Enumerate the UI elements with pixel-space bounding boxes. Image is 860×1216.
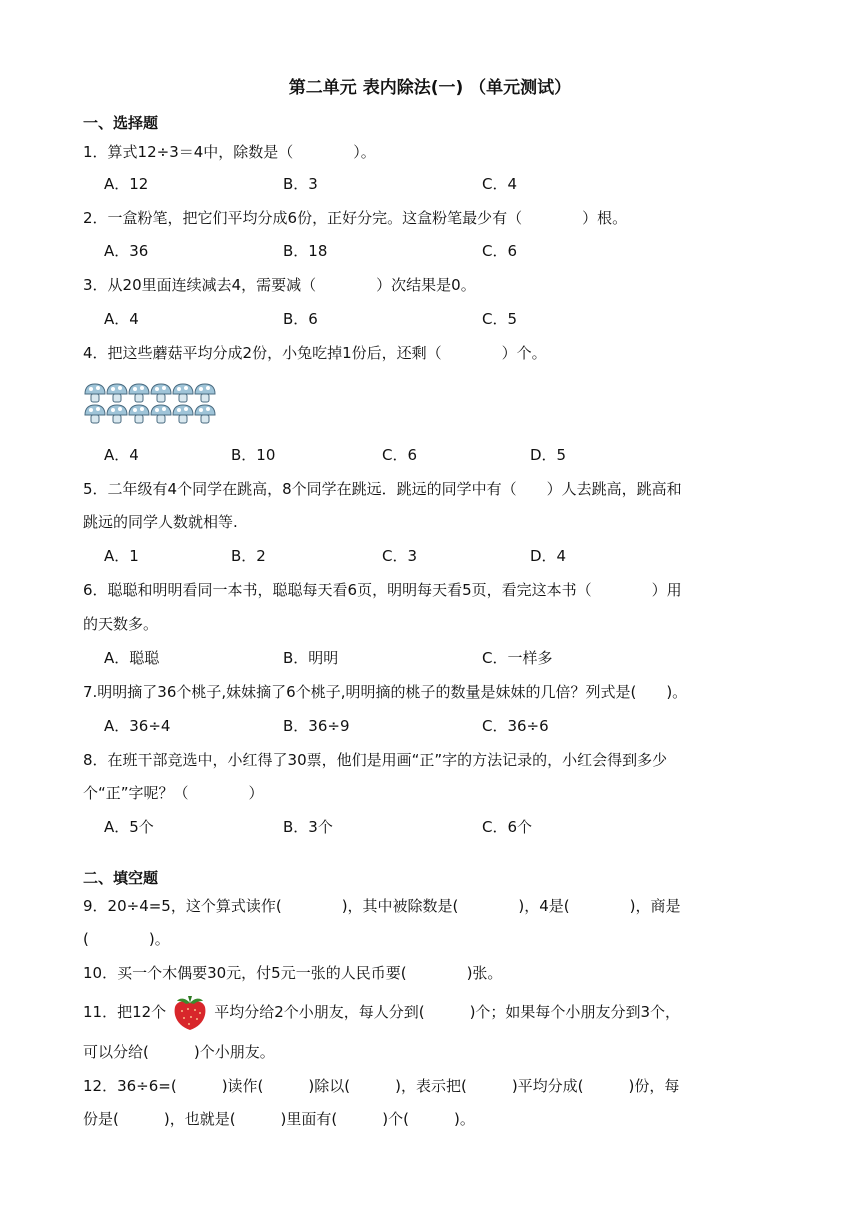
question-12-line2: 份是( )，也就是( )里面有( )个( )。 [83, 1110, 475, 1128]
question-6-line1: 6．聪聪和明明看同一本书，聪聪每天看6页，明明每天看5页，看完这本书（ ）用 [83, 581, 682, 599]
q3-option-b[interactable]: B．6 [283, 310, 318, 328]
section-heading-fill: 二、填空题 [83, 869, 159, 887]
question-4: 4．把这些蘑菇平均分成2份，小兔吃掉1份后，还剩（ ）个。 [83, 344, 547, 362]
question-5-line2: 跳远的同学人数就相等. [83, 513, 238, 531]
question-6-line2: 的天数多。 [83, 615, 159, 633]
q5-option-b[interactable]: B．2 [231, 547, 266, 565]
q4-option-d[interactable]: D．5 [530, 446, 567, 464]
q2-option-b[interactable]: B．18 [283, 242, 328, 260]
question-10: 10．买一个木偶要30元，付5元一张的人民币要( )张。 [83, 964, 503, 982]
q1-option-a[interactable]: A．12 [104, 175, 149, 193]
q6-option-a[interactable]: A．聪聪 [104, 649, 160, 667]
question-3: 3．从20里面连续减去4，需要减（ ）次结果是0。 [83, 276, 476, 294]
q7-option-a[interactable]: A．36÷4 [104, 717, 171, 735]
q1-option-b[interactable]: B．3 [283, 175, 318, 193]
q7-option-c[interactable]: C．36÷6 [482, 717, 549, 735]
q8-option-a[interactable]: A．5个 [104, 818, 154, 836]
q8-option-b[interactable]: B．3个 [283, 818, 333, 836]
q2-option-a[interactable]: A．36 [104, 242, 149, 260]
question-12-line1: 12．36÷6=( )读作( )除以( )，表示把( )平均分成( )份，每 [83, 1077, 680, 1095]
q3-option-c[interactable]: C．5 [482, 310, 518, 328]
section-heading-choice: 一、选择题 [83, 114, 159, 132]
question-11-line1 [83, 1002, 680, 1022]
question-5-line1: 5．二年级有4个同学在跳高，8个同学在跳远．跳远的同学中有（ ）人去跳高，跳高和 [83, 480, 682, 498]
mushroom-picture [84, 383, 220, 425]
q1-option-c[interactable]: C．4 [482, 175, 518, 193]
q5-option-c[interactable]: C．3 [382, 547, 418, 565]
q6-option-c[interactable]: C．一样多 [482, 649, 553, 667]
question-1: 1．算式12÷3＝4中，除数是（ ）。 [83, 143, 376, 161]
q7-option-b[interactable]: B．36÷9 [283, 717, 350, 735]
question-7: 7.明明摘了36个桃子,妹妹摘了6个桃子,明明摘的桃子的数量是妹妹的几倍？列式是( )。 [83, 683, 688, 701]
q8-option-c[interactable]: C．6个 [482, 818, 533, 836]
question-9-line1: 9．20÷4=5，这个算式读作( )，其中被除数是( )，4是( )，商是 [83, 897, 681, 915]
q3-option-a[interactable]: A．4 [104, 310, 139, 328]
question-9-line2: ( )。 [83, 930, 170, 948]
page-title: 第二单元 表内除法(一) （单元测试） [288, 78, 572, 98]
strawberry-icon [170, 992, 210, 1032]
q11-text-before: 11．把12个 [83, 1003, 167, 1021]
q6-option-b[interactable]: B．明明 [283, 649, 339, 667]
q5-option-a[interactable]: A．1 [104, 547, 139, 565]
q4-option-b[interactable]: B．10 [231, 446, 276, 464]
q11-text-after: 平均分给2个小朋友，每人分到( )个；如果每个小朋友分到3个， [214, 1003, 680, 1021]
question-8-line2: 个“正”字呢？（ ） [83, 784, 264, 802]
question-8-line1: 8．在班干部竞选中，小红得了30票，他们是用画“正”字的方法记录的，小红会得到多少 [83, 751, 668, 769]
question-11-line2: 可以分给( )个小朋友。 [83, 1043, 275, 1061]
q4-option-a[interactable]: A．4 [104, 446, 139, 464]
q2-option-c[interactable]: C．6 [482, 242, 518, 260]
q4-option-c[interactable]: C．6 [382, 446, 418, 464]
q5-option-d[interactable]: D．4 [530, 547, 567, 565]
question-2: 2．一盒粉笔，把它们平均分成6份，正好分完。这盒粉笔最少有（ ）根。 [83, 209, 628, 227]
